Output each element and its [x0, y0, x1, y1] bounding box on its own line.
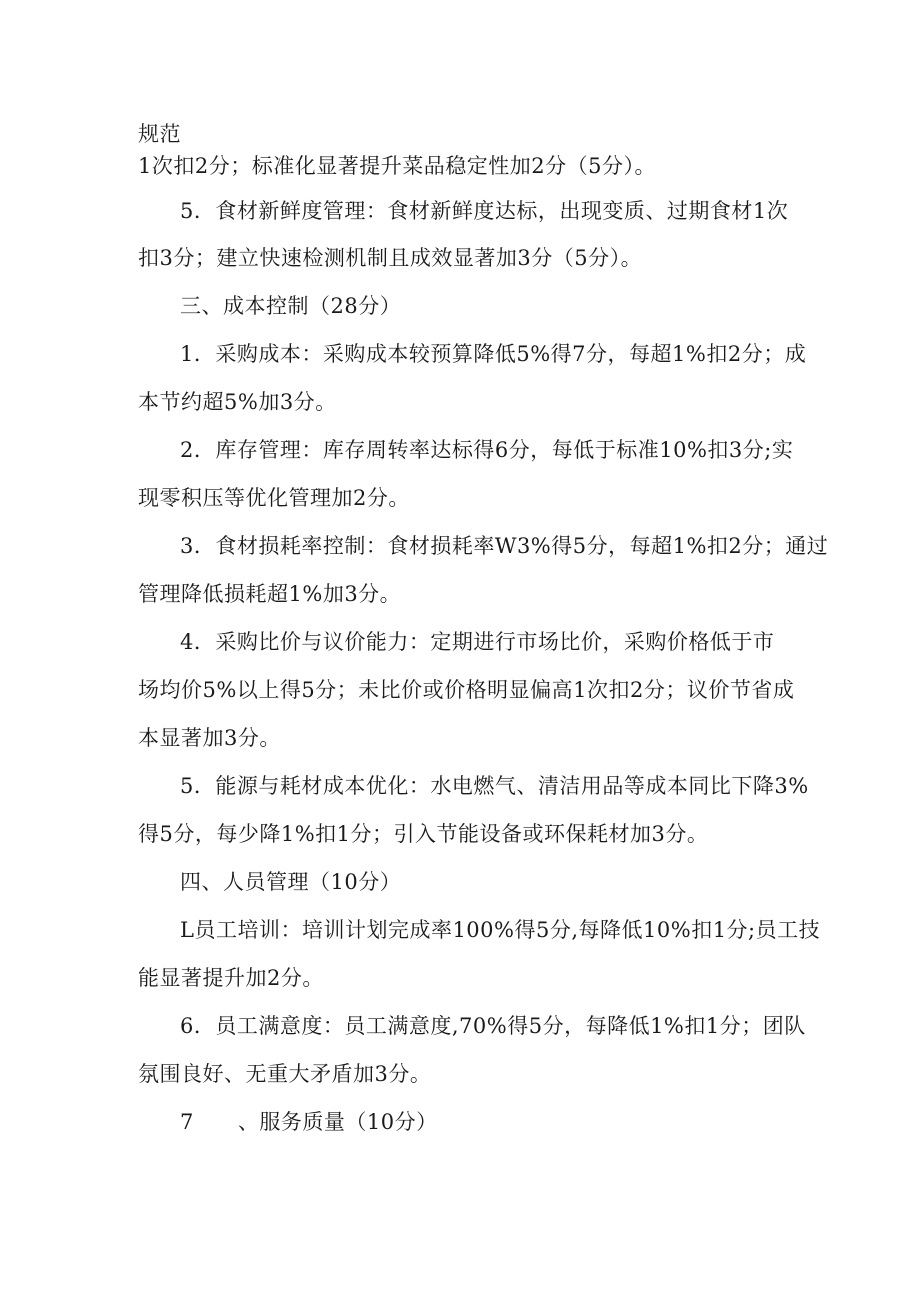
item-inventory-management: 2．库存管理：库存周转率达标得6分，每低于标准10%扣3分;实 — [180, 438, 794, 462]
text-line: 本显著加3分。 — [138, 726, 281, 750]
item-procurement-cost: 1．采购成本：采购成本较预算降低5%得7分，每超1%扣2分；成 — [180, 342, 807, 366]
text-line: 扣3分；建立快速检测机制且成效显著加3分（5分）。 — [138, 246, 643, 270]
text-line: 现零积压等优化管理加2分。 — [138, 486, 410, 510]
text-line: 管理降低损耗超1%加3分。 — [138, 582, 402, 606]
text-line: 1次扣2分；标准化显著提升菜品稳定性加2分（5分）。 — [138, 154, 656, 178]
text-line: 能显著提升加2分。 — [138, 966, 324, 990]
section-number: 7 — [180, 1110, 194, 1134]
item-staff-satisfaction: 6．员工满意度：员工满意度,70%得5分，每降低1%扣1分；团队 — [180, 1014, 806, 1038]
section-heading-cost-control: 三、成本控制（28分） — [180, 294, 402, 318]
item-ingredient-freshness: 5．食材新鲜度管理：食材新鲜度达标，出现变质、过期食材1次 — [180, 199, 789, 223]
section-title: 、服务质量（10分） — [237, 1110, 438, 1134]
item-staff-training: L员工培训：培训计划完成率100%得5分,每降低10%扣1分;员工技 — [180, 918, 821, 942]
item-loss-rate-control: 3．食材损耗率控制：食材损耗率W3%得5分，每超1%扣2分；通过 — [180, 534, 829, 558]
text-line-continuation: 规范 — [138, 122, 181, 146]
item-price-comparison: 4．采购比价与议价能力：定期进行市场比价，采购价格低于市 — [180, 630, 775, 654]
text-line: 得5分，每少降1%扣1分；引入节能设备或环保耗材加3分。 — [138, 822, 709, 846]
section-heading-personnel: 四、人员管理（10分） — [180, 870, 402, 894]
section-heading-service-quality — [180, 1108, 438, 1136]
text-line: 氛围良好、无重大矛盾加3分。 — [138, 1062, 432, 1086]
text-line: 场均价5%以上得5分；未比价或价格明显偏高1次扣2分；议价节省成 — [138, 678, 795, 702]
item-energy-cost: 5．能源与耗材成本优化：水电燃气、清洁用品等成本同比下降3% — [180, 774, 809, 798]
text-line: 本节约超5%加3分。 — [138, 390, 337, 414]
